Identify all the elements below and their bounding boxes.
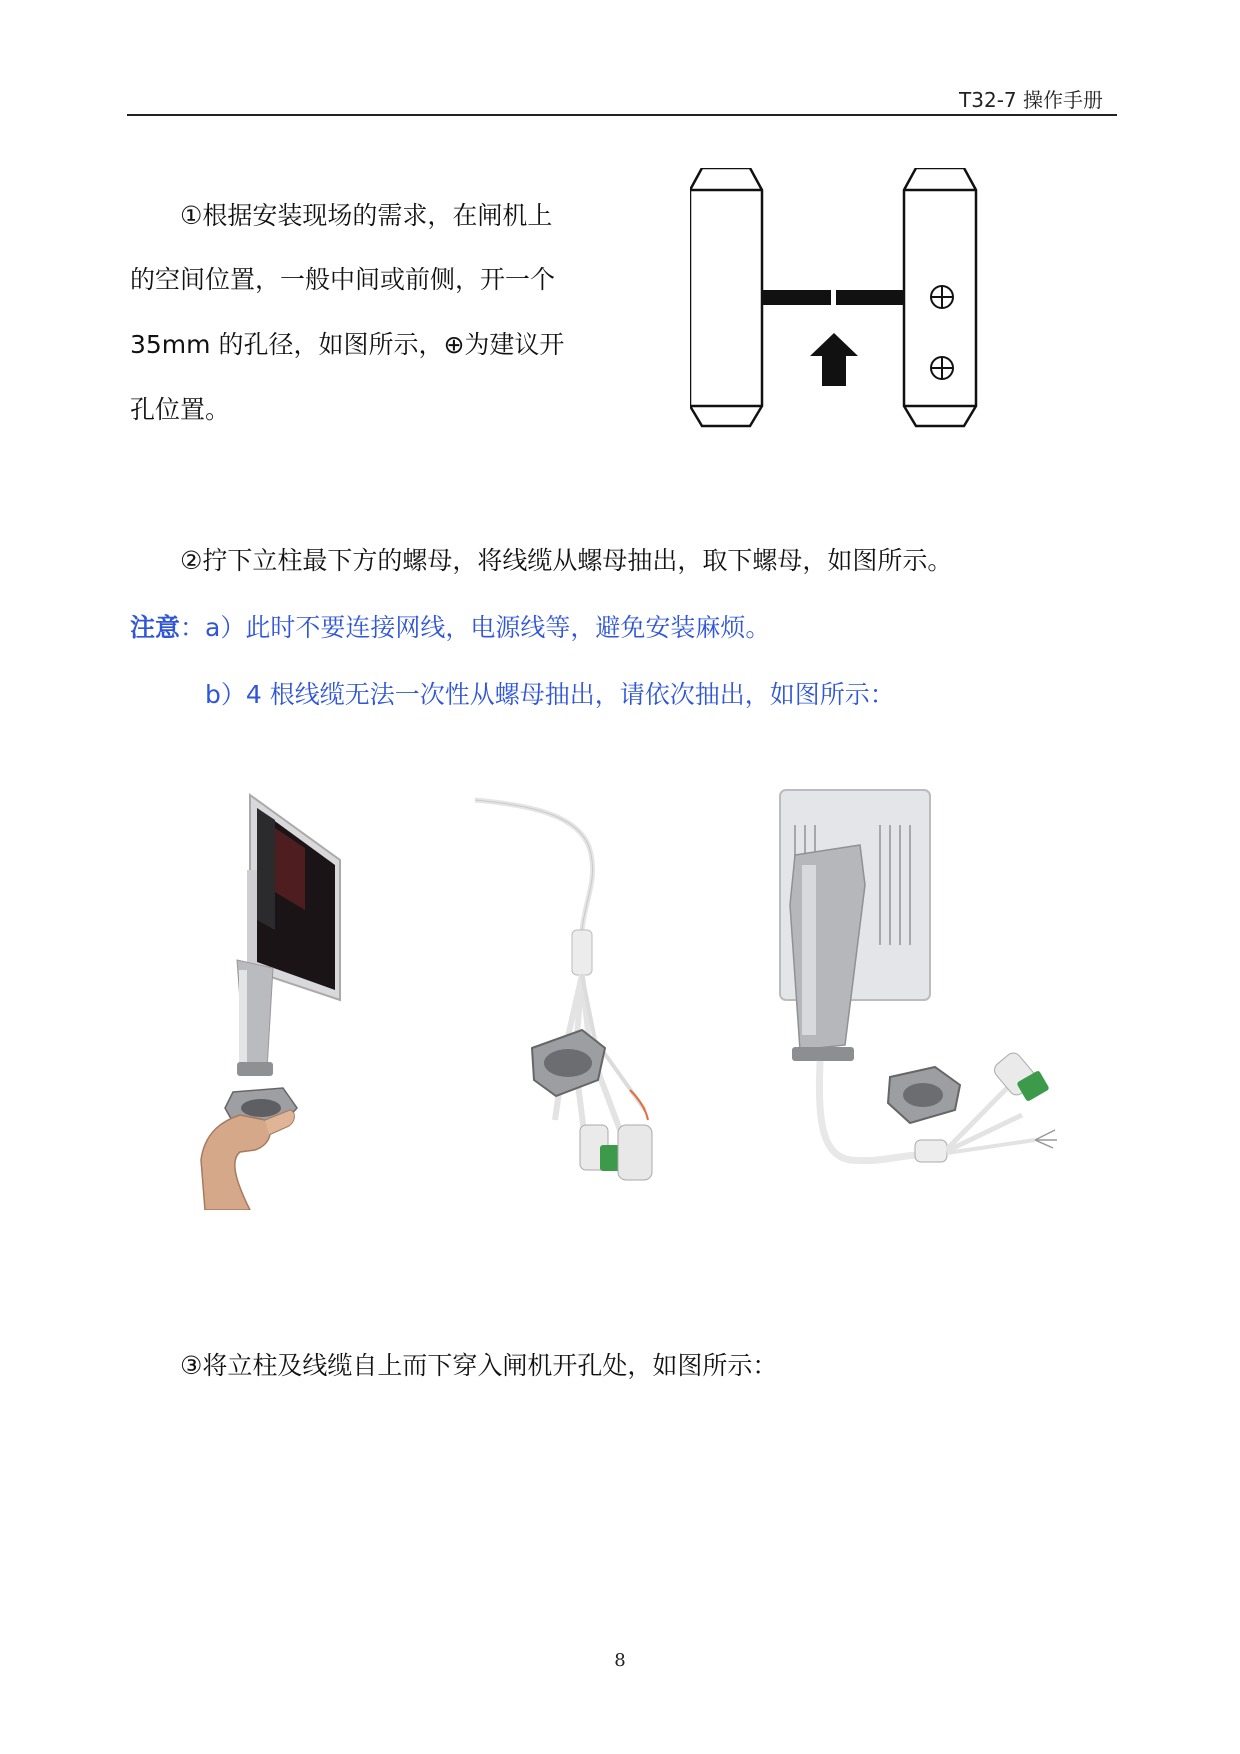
note-item-a: ：a）此时不要连接网线，电源线等，避免安装麻烦。 <box>180 613 771 642</box>
note-line-a <box>130 615 770 640</box>
header-title: T32-7 操作手册 <box>959 88 1103 112</box>
left-flap-bar <box>763 290 831 305</box>
gate-hole-diagram <box>690 168 990 430</box>
page-header <box>127 80 1117 116</box>
step1-line-3: 35mm 的孔径，如图所示，⊕为建议开 <box>130 330 565 359</box>
photo-cables-through-nut <box>470 790 700 1210</box>
photo-terminal-nut-removal <box>195 790 355 1210</box>
step2-text: ②拧下立柱最下方的螺母，将线缆从螺母抽出，取下螺母，如图所示。 <box>180 546 953 575</box>
step1-line-4: 孔位置。 <box>130 395 231 424</box>
photo-terminal-back-with-nut <box>760 785 1090 1215</box>
left-gate-body <box>690 168 762 426</box>
page-number: 8 <box>614 1650 626 1671</box>
step3-text: ③将立柱及线缆自上而下穿入闸机开孔处，如图所示： <box>180 1351 778 1380</box>
note-label: 注意 <box>130 613 181 642</box>
step1-line-2: 的空间位置，一般中间或前侧，开一个 <box>130 265 556 294</box>
arrow-up-icon <box>810 333 858 386</box>
step1-line-1: ①根据安装现场的需求，在闸机上 <box>180 201 553 230</box>
note-item-b: b）4 根线缆无法一次性从螺母抽出，请依次抽出，如图所示： <box>205 680 895 709</box>
right-flap-bar <box>836 290 904 305</box>
